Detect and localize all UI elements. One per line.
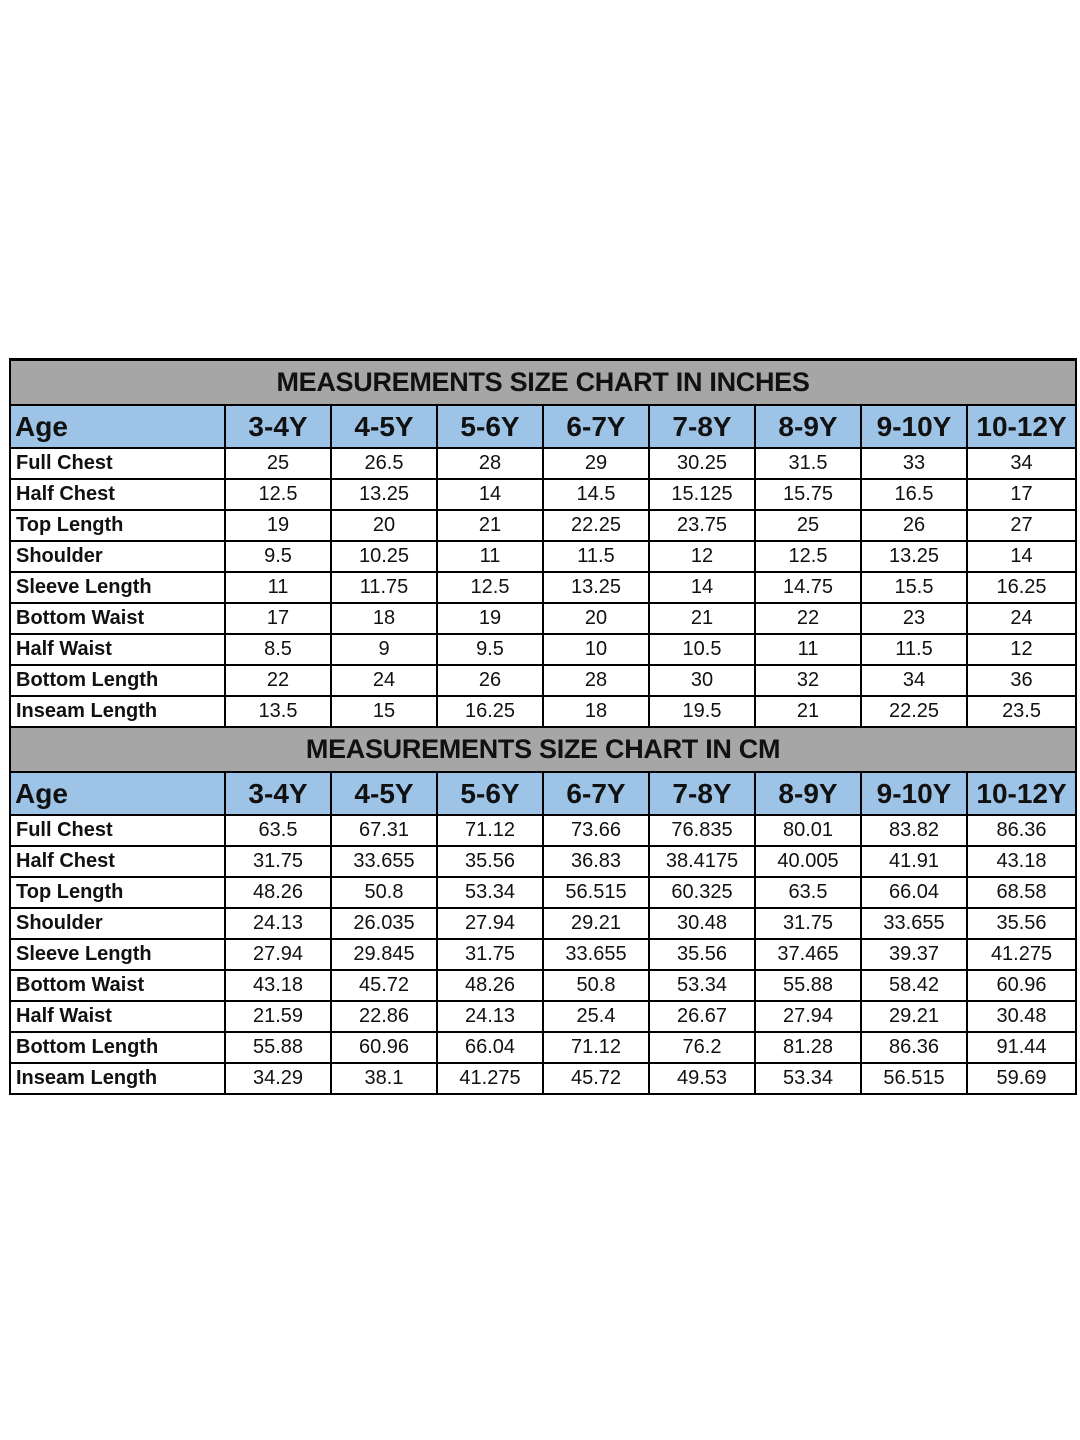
measurement-value: 26.67 — [649, 1001, 755, 1032]
measurement-value: 63.5 — [225, 815, 331, 846]
size-header: 9-10Y — [861, 772, 967, 815]
measurement-value: 66.04 — [437, 1032, 543, 1063]
measurement-value: 11.75 — [331, 572, 437, 603]
measurement-value: 60.325 — [649, 877, 755, 908]
measurement-value: 29.845 — [331, 939, 437, 970]
measurement-value: 48.26 — [437, 970, 543, 1001]
measurement-value: 37.465 — [755, 939, 861, 970]
size-header: 8-9Y — [755, 405, 861, 448]
measurement-value: 29.21 — [861, 1001, 967, 1032]
measurement-value: 29.21 — [543, 908, 649, 939]
measurement-value: 25 — [225, 448, 331, 479]
size-header: 5-6Y — [437, 405, 543, 448]
table-row — [10, 815, 1076, 846]
measurement-value: 56.515 — [543, 877, 649, 908]
measurement-value: 86.36 — [861, 1032, 967, 1063]
measurement-label: Full Chest — [10, 448, 225, 479]
measurement-label: Bottom Length — [10, 1032, 225, 1063]
cm-title-row — [10, 727, 1076, 772]
measurement-value: 23.5 — [967, 696, 1076, 727]
measurement-value: 15 — [331, 696, 437, 727]
measurement-value: 28 — [437, 448, 543, 479]
measurement-value: 21.59 — [225, 1001, 331, 1032]
measurement-value: 10.5 — [649, 634, 755, 665]
measurement-value: 11 — [755, 634, 861, 665]
measurement-value: 26.035 — [331, 908, 437, 939]
measurement-value: 80.01 — [755, 815, 861, 846]
measurement-label: Half Waist — [10, 1001, 225, 1032]
measurement-value: 27.94 — [755, 1001, 861, 1032]
measurement-value: 19 — [437, 603, 543, 634]
inches-title-row — [10, 360, 1076, 406]
measurement-value: 14.75 — [755, 572, 861, 603]
measurement-label: Bottom Waist — [10, 603, 225, 634]
table-row — [10, 970, 1076, 1001]
measurement-value: 21 — [649, 603, 755, 634]
measurement-value: 14 — [649, 572, 755, 603]
measurement-value: 27 — [967, 510, 1076, 541]
table-row — [10, 541, 1076, 572]
measurement-value: 55.88 — [755, 970, 861, 1001]
measurement-label: Full Chest — [10, 815, 225, 846]
measurement-value: 22.25 — [543, 510, 649, 541]
measurement-value: 41.91 — [861, 846, 967, 877]
measurement-value: 34.29 — [225, 1063, 331, 1094]
measurement-value: 23 — [861, 603, 967, 634]
measurement-value: 68.58 — [967, 877, 1076, 908]
size-header: 4-5Y — [331, 405, 437, 448]
measurement-value: 15.5 — [861, 572, 967, 603]
measurement-value: 9.5 — [225, 541, 331, 572]
measurement-value: 20 — [331, 510, 437, 541]
measurement-value: 33.655 — [861, 908, 967, 939]
table-row — [10, 908, 1076, 939]
measurement-value: 67.31 — [331, 815, 437, 846]
measurement-value: 18 — [331, 603, 437, 634]
inches-header-row — [10, 405, 1076, 448]
measurement-value: 28 — [543, 665, 649, 696]
measurement-value: 63.5 — [755, 877, 861, 908]
measurement-value: 48.26 — [225, 877, 331, 908]
measurement-value: 71.12 — [437, 815, 543, 846]
table-row — [10, 634, 1076, 665]
measurement-value: 31.75 — [225, 846, 331, 877]
measurement-label: Half Chest — [10, 846, 225, 877]
measurement-value: 33.655 — [543, 939, 649, 970]
table-row — [10, 1032, 1076, 1063]
measurement-value: 45.72 — [331, 970, 437, 1001]
measurement-value: 15.125 — [649, 479, 755, 510]
age-header: Age — [10, 772, 225, 815]
measurement-value: 27.94 — [437, 908, 543, 939]
measurement-value: 53.34 — [755, 1063, 861, 1094]
size-header: 3-4Y — [225, 772, 331, 815]
measurement-value: 40.005 — [755, 846, 861, 877]
table-row — [10, 448, 1076, 479]
measurement-value: 41.275 — [967, 939, 1076, 970]
measurement-value: 83.82 — [861, 815, 967, 846]
measurement-value: 30.48 — [967, 1001, 1076, 1032]
measurement-value: 76.835 — [649, 815, 755, 846]
measurement-value: 60.96 — [967, 970, 1076, 1001]
measurement-value: 17 — [967, 479, 1076, 510]
measurement-value: 8.5 — [225, 634, 331, 665]
size-header: 4-5Y — [331, 772, 437, 815]
measurement-value: 81.28 — [755, 1032, 861, 1063]
measurement-label: Sleeve Length — [10, 939, 225, 970]
measurement-label: Shoulder — [10, 908, 225, 939]
measurement-value: 30.48 — [649, 908, 755, 939]
inches-section-title: MEASUREMENTS SIZE CHART IN INCHES — [10, 360, 1076, 406]
measurement-value: 10.25 — [331, 541, 437, 572]
measurement-value: 35.56 — [649, 939, 755, 970]
size-header: 6-7Y — [543, 405, 649, 448]
measurement-value: 53.34 — [649, 970, 755, 1001]
measurement-value: 73.66 — [543, 815, 649, 846]
measurement-value: 26 — [861, 510, 967, 541]
table-row — [10, 665, 1076, 696]
measurement-value: 60.96 — [331, 1032, 437, 1063]
size-header: 10-12Y — [967, 405, 1076, 448]
measurement-value: 16.25 — [967, 572, 1076, 603]
measurement-value: 32 — [755, 665, 861, 696]
measurement-value: 17 — [225, 603, 331, 634]
measurement-label: Bottom Waist — [10, 970, 225, 1001]
measurement-value: 26.5 — [331, 448, 437, 479]
measurement-value: 22.25 — [861, 696, 967, 727]
measurement-value: 20 — [543, 603, 649, 634]
measurement-value: 24.13 — [437, 1001, 543, 1032]
cm-header-row — [10, 772, 1076, 815]
size-header: 9-10Y — [861, 405, 967, 448]
size-chart-table — [9, 358, 1077, 1095]
measurement-value: 38.4175 — [649, 846, 755, 877]
measurement-value: 15.75 — [755, 479, 861, 510]
table-row — [10, 939, 1076, 970]
measurement-value: 12.5 — [755, 541, 861, 572]
measurement-value: 50.8 — [543, 970, 649, 1001]
measurement-value: 43.18 — [225, 970, 331, 1001]
size-chart — [9, 358, 1075, 1095]
measurement-value: 11 — [225, 572, 331, 603]
measurement-value: 22 — [225, 665, 331, 696]
size-header: 3-4Y — [225, 405, 331, 448]
measurement-label: Shoulder — [10, 541, 225, 572]
measurement-value: 45.72 — [543, 1063, 649, 1094]
measurement-value: 11 — [437, 541, 543, 572]
measurement-label: Half Waist — [10, 634, 225, 665]
measurement-label: Half Chest — [10, 479, 225, 510]
measurement-value: 33.655 — [331, 846, 437, 877]
size-header: 6-7Y — [543, 772, 649, 815]
measurement-value: 66.04 — [861, 877, 967, 908]
measurement-value: 35.56 — [437, 846, 543, 877]
table-row — [10, 510, 1076, 541]
measurement-label: Sleeve Length — [10, 572, 225, 603]
measurement-value: 31.75 — [437, 939, 543, 970]
measurement-label: Top Length — [10, 877, 225, 908]
measurement-value: 12 — [649, 541, 755, 572]
measurement-value: 53.34 — [437, 877, 543, 908]
measurement-value: 10 — [543, 634, 649, 665]
measurement-value: 25 — [755, 510, 861, 541]
measurement-value: 27.94 — [225, 939, 331, 970]
table-row — [10, 1063, 1076, 1094]
measurement-value: 14 — [437, 479, 543, 510]
age-header: Age — [10, 405, 225, 448]
size-header: 5-6Y — [437, 772, 543, 815]
measurement-value: 49.53 — [649, 1063, 755, 1094]
measurement-value: 56.515 — [861, 1063, 967, 1094]
measurement-value: 21 — [437, 510, 543, 541]
measurement-value: 18 — [543, 696, 649, 727]
measurement-value: 13.25 — [331, 479, 437, 510]
measurement-label: Inseam Length — [10, 696, 225, 727]
measurement-value: 13.5 — [225, 696, 331, 727]
measurement-value: 22 — [755, 603, 861, 634]
measurement-value: 34 — [861, 665, 967, 696]
measurement-value: 30.25 — [649, 448, 755, 479]
measurement-value: 9.5 — [437, 634, 543, 665]
measurement-value: 13.25 — [861, 541, 967, 572]
measurement-value: 12.5 — [225, 479, 331, 510]
measurement-value: 35.56 — [967, 908, 1076, 939]
measurement-value: 91.44 — [967, 1032, 1076, 1063]
measurement-value: 34 — [967, 448, 1076, 479]
measurement-value: 24.13 — [225, 908, 331, 939]
table-row — [10, 877, 1076, 908]
measurement-value: 76.2 — [649, 1032, 755, 1063]
measurement-value: 24 — [967, 603, 1076, 634]
measurement-value: 29 — [543, 448, 649, 479]
measurement-value: 12 — [967, 634, 1076, 665]
measurement-value: 12.5 — [437, 572, 543, 603]
measurement-value: 31.75 — [755, 908, 861, 939]
measurement-value: 23.75 — [649, 510, 755, 541]
table-row — [10, 846, 1076, 877]
measurement-value: 19 — [225, 510, 331, 541]
measurement-value: 39.37 — [861, 939, 967, 970]
size-header: 7-8Y — [649, 772, 755, 815]
measurement-value: 55.88 — [225, 1032, 331, 1063]
table-row — [10, 696, 1076, 727]
measurement-value: 30 — [649, 665, 755, 696]
measurement-label: Inseam Length — [10, 1063, 225, 1094]
table-row — [10, 603, 1076, 634]
cm-section-title: MEASUREMENTS SIZE CHART IN CM — [10, 727, 1076, 772]
size-header: 8-9Y — [755, 772, 861, 815]
measurement-value: 33 — [861, 448, 967, 479]
table-row — [10, 1001, 1076, 1032]
measurement-value: 9 — [331, 634, 437, 665]
measurement-value: 86.36 — [967, 815, 1076, 846]
measurement-value: 24 — [331, 665, 437, 696]
size-header: 7-8Y — [649, 405, 755, 448]
measurement-value: 36.83 — [543, 846, 649, 877]
measurement-label: Bottom Length — [10, 665, 225, 696]
measurement-value: 43.18 — [967, 846, 1076, 877]
measurement-value: 13.25 — [543, 572, 649, 603]
measurement-value: 59.69 — [967, 1063, 1076, 1094]
table-row — [10, 479, 1076, 510]
measurement-value: 58.42 — [861, 970, 967, 1001]
measurement-label: Top Length — [10, 510, 225, 541]
measurement-value: 14 — [967, 541, 1076, 572]
size-header: 10-12Y — [967, 772, 1076, 815]
measurement-value: 50.8 — [331, 877, 437, 908]
measurement-value: 25.4 — [543, 1001, 649, 1032]
measurement-value: 71.12 — [543, 1032, 649, 1063]
measurement-value: 16.25 — [437, 696, 543, 727]
measurement-value: 38.1 — [331, 1063, 437, 1094]
measurement-value: 31.5 — [755, 448, 861, 479]
measurement-value: 14.5 — [543, 479, 649, 510]
measurement-value: 11.5 — [543, 541, 649, 572]
measurement-value: 21 — [755, 696, 861, 727]
measurement-value: 19.5 — [649, 696, 755, 727]
measurement-value: 11.5 — [861, 634, 967, 665]
table-row — [10, 572, 1076, 603]
measurement-value: 41.275 — [437, 1063, 543, 1094]
measurement-value: 26 — [437, 665, 543, 696]
measurement-value: 16.5 — [861, 479, 967, 510]
measurement-value: 22.86 — [331, 1001, 437, 1032]
measurement-value: 36 — [967, 665, 1076, 696]
